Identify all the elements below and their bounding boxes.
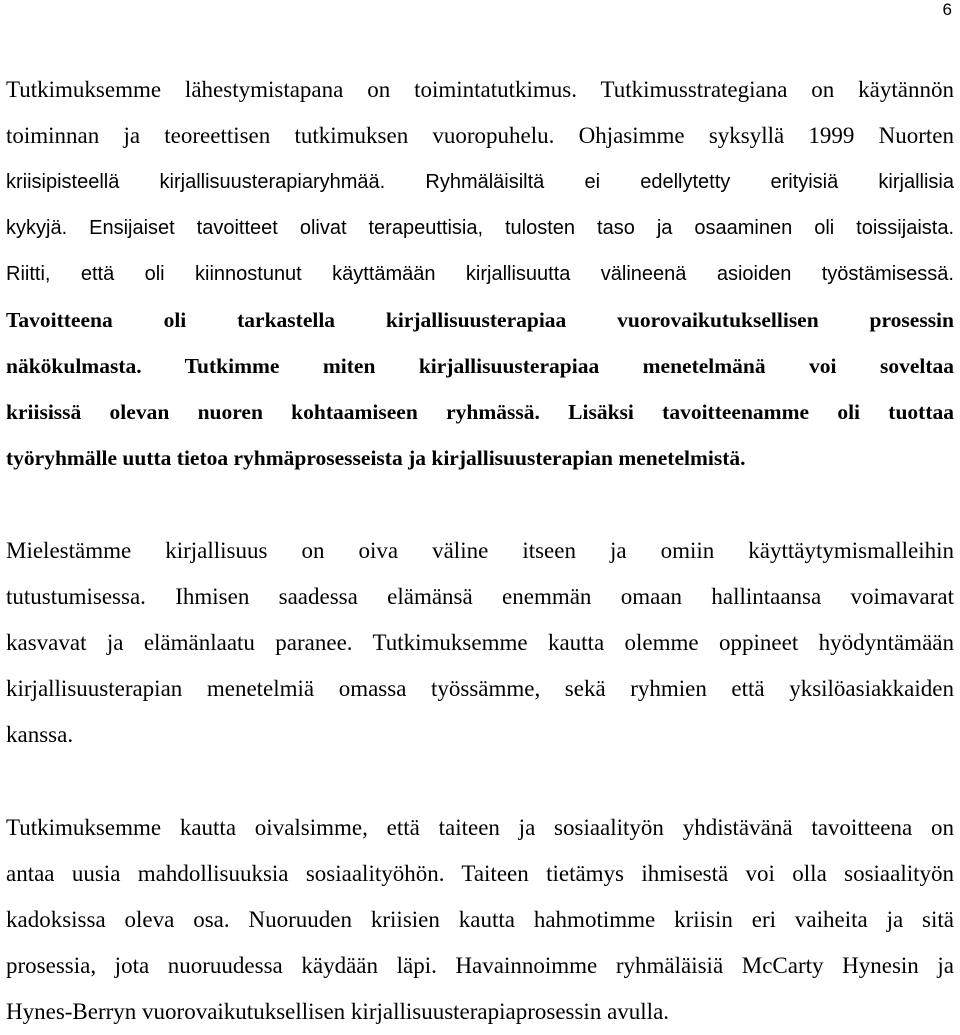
text-line: antaa uusia mahdollisuuksia sosiaalityöhön. Taiteen tietämys ihmisestä voi olla sosiaalityön <box>6 861 954 886</box>
paragraph-2 <box>6 528 954 758</box>
text-line: kanssa. <box>6 722 74 747</box>
text-line: prosessia, jota nuoruudessa käydään läpi. Havainnoimme ryhmäläisiä McCarty Hynesin ja <box>6 953 954 978</box>
text-line: Tavoitteena oli tarkastella kirjallisuusterapiaa vuorovaikutuksellisen prosessin <box>6 308 954 332</box>
text-line: Riitti, että oli kiinnostunut käyttämään kirjallisuutta välineenä asioiden työstämisessä. <box>6 263 954 285</box>
paragraph-1 <box>6 67 954 481</box>
text-line: Mielestämme kirjallisuus on oiva väline itseen ja omiin käyttäytymismalleihin <box>6 538 954 563</box>
text-line: työryhmälle uutta tietoa ryhmäprosesseista ja kirjallisuusterapian menetelmistä. <box>6 446 746 470</box>
text-line: toiminnan ja teoreettisen tutkimuksen vuoropuhelu. Ohjasimme syksyllä 1999 Nuorten <box>6 123 954 148</box>
text-line: Hynes-Berryn vuorovaikutuksellisen kirjallisuusterapiaprosessin avulla. <box>6 999 670 1024</box>
text-line: kriisissä olevan nuoren kohtaamiseen ryhmässä. Lisäksi tavoitteenamme oli tuottaa <box>6 400 954 424</box>
text-line: kriisipisteellä kirjallisuusterapiaryhmää. Ryhmäläisiltä ei edellytetty erityisiä kirjallisia <box>6 171 954 193</box>
text-line: tutustumisessa. Ihmisen saadessa elämänsä enemmän omaan hallintaansa voimavarat <box>6 584 954 609</box>
text-line: kykyjä. Ensijaiset tavoitteet olivat terapeuttisia, tulosten taso ja osaaminen oli toissijaista. <box>6 217 954 239</box>
text-line: Tutkimuksemme lähestymistapana on toimintatutkimus. Tutkimusstrategiana on käytännön <box>6 77 954 102</box>
text-line: näkökulmasta. Tutkimme miten kirjallisuusterapiaa menetelmänä voi soveltaa <box>6 354 954 378</box>
text-line: kasvavat ja elämänlaatu paranee. Tutkimuksemme kautta olemme oppineet hyödyntämään <box>6 630 954 655</box>
text-line: kadoksissa oleva osa. Nuoruuden kriisien kautta hahmotimme kriisin eri vaiheita ja sitä <box>6 907 954 932</box>
text-line: kirjallisuusterapian menetelmiä omassa työssämme, sekä ryhmien että yksilöasiakkaiden <box>6 676 954 701</box>
paragraph-3 <box>6 805 954 1035</box>
page-number: 6 <box>942 0 952 19</box>
text-line: Tutkimuksemme kautta oivalsimme, että taiteen ja sosiaalityön yhdistävänä tavoitteena on <box>6 815 954 840</box>
